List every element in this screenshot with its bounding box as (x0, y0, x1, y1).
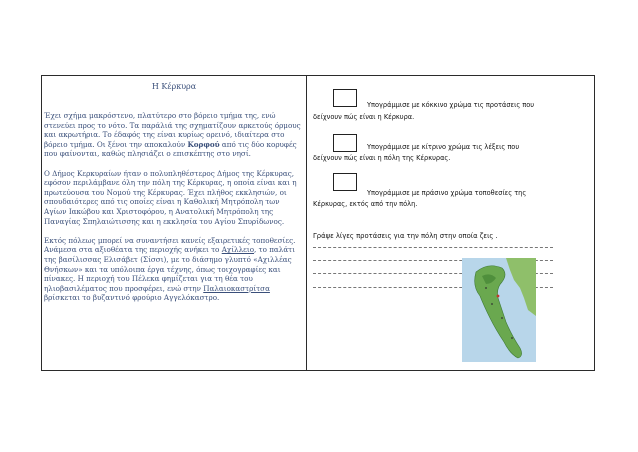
task-red-line1: Υπογράμμισε με κόκκινο χρώμα τις προτάσεις που (367, 101, 535, 109)
paragraph-sights (44, 236, 302, 303)
color-box-red[interactable] (333, 89, 357, 107)
text-title: Η Κέρκυρα (151, 82, 197, 91)
achilleion-link[interactable]: Αχίλλειο (221, 245, 255, 255)
village-marker (511, 337, 513, 339)
color-box-green[interactable] (333, 173, 357, 191)
task-red-line2: δείχνουν πώς είναι η Κέρκυρα. (313, 113, 415, 121)
task-green-line1: Υπογράμμισε με πράσινο χρώμα τοποθεσίες της (367, 189, 527, 197)
village-marker (491, 303, 493, 305)
village-marker (501, 317, 503, 319)
write-prompt: Γράψε λίγες προτάσεις για την πόλη στην οποία ζεις . (313, 232, 498, 240)
color-box-yellow[interactable] (333, 134, 357, 152)
task-yellow-line1: Υπογράμμισε με κίτρινο χρώμα τις λέξεις που (367, 143, 520, 151)
paragraph-geography (44, 111, 302, 159)
paragraph-municipality: Ο Δήμος Κερκυραίων ήταν ο πολυπληθέστερος Δήμος της Κέρκυρας, εφόσον περιλάμβανε όλη την πόλη της Κέρκυρας, η οποία είναι και η πρωτεύουσα του Νομού της Κέρκυρας. Έχει πλήθος εκκλησιών, οι σπουδαιότερες από τις οποίες είναι η Καθολική Μητρόπολη των Αγίων Ιακώβου και Χριστοφόρου, η Ανατολική Μητρόπολη της Παναγίας Σπηλαιώτισσης και η εκκλησία του Αγίου Σπυρίδωνος. (44, 168, 297, 226)
reading-text (44, 111, 302, 303)
city-marker (497, 295, 500, 298)
paragraph-sights-middle: , το παλάτι της βασίλισσας Ελισάβετ (Σίσσι), με το διάσημο γλυπτό «Αχιλλέας Θνήσκων» και τα υπόλοιπα έργα τέχνης, όπως τοιχογραφίες και πίνακες. Η περιοχή του Πέλεκα φημίζεται για τη θέα του ηλιοβασιλέματος που προσφέρει, ενώ στην (44, 245, 295, 293)
paragraph-sights-end: βρίσκεται το βυζαντινό φρούριο Αγγελόκαστρο. (44, 293, 220, 303)
corfu-map-image (462, 258, 536, 362)
worksheet-table (41, 75, 595, 371)
palaiokastritsa-link[interactable]: Παλαιοκαστρίτσα (203, 283, 270, 293)
task-green-line2: Κέρκυρας, εκτός από την πόλη. (313, 200, 418, 208)
bold-word-korfou: Κορφού (187, 139, 220, 149)
writing-line[interactable] (313, 247, 553, 248)
reading-text-cell (42, 76, 307, 371)
tasks-cell (307, 76, 595, 371)
village-marker (485, 287, 487, 289)
task-yellow-line2: δείχνουν πώς είναι η πόλη της Κέρκυρας. (313, 154, 451, 162)
paragraph-sights-text: Εκτός πόλεως μπορεί να συναντήσει κανείς εξαιρετικές τοποθεσίες. Ανάμεσα στα αξιοθέατα της περιοχής ανήκει το (44, 235, 296, 255)
paragraph-geography-end: από τις δύο κορυφές που φαίνονται, καθώς πλησιάζει ο επισκέπτης στο νησί. (44, 139, 297, 159)
paragraph-geography-text: Έχει σχήμα μακρόστενο, πλατύτερο στο βόρειο τμήμα της, ενώ στενεύει προς το νότο. Τα παράλιά της σχηματίζουν αρκετούς όρμους και ακρωτήρια. Το έδαφός της είναι κυρίως ορεινό, ιδιαίτερα στο βόρειο τμήμα. Οι ξένοι την αποκαλούν (44, 111, 301, 149)
